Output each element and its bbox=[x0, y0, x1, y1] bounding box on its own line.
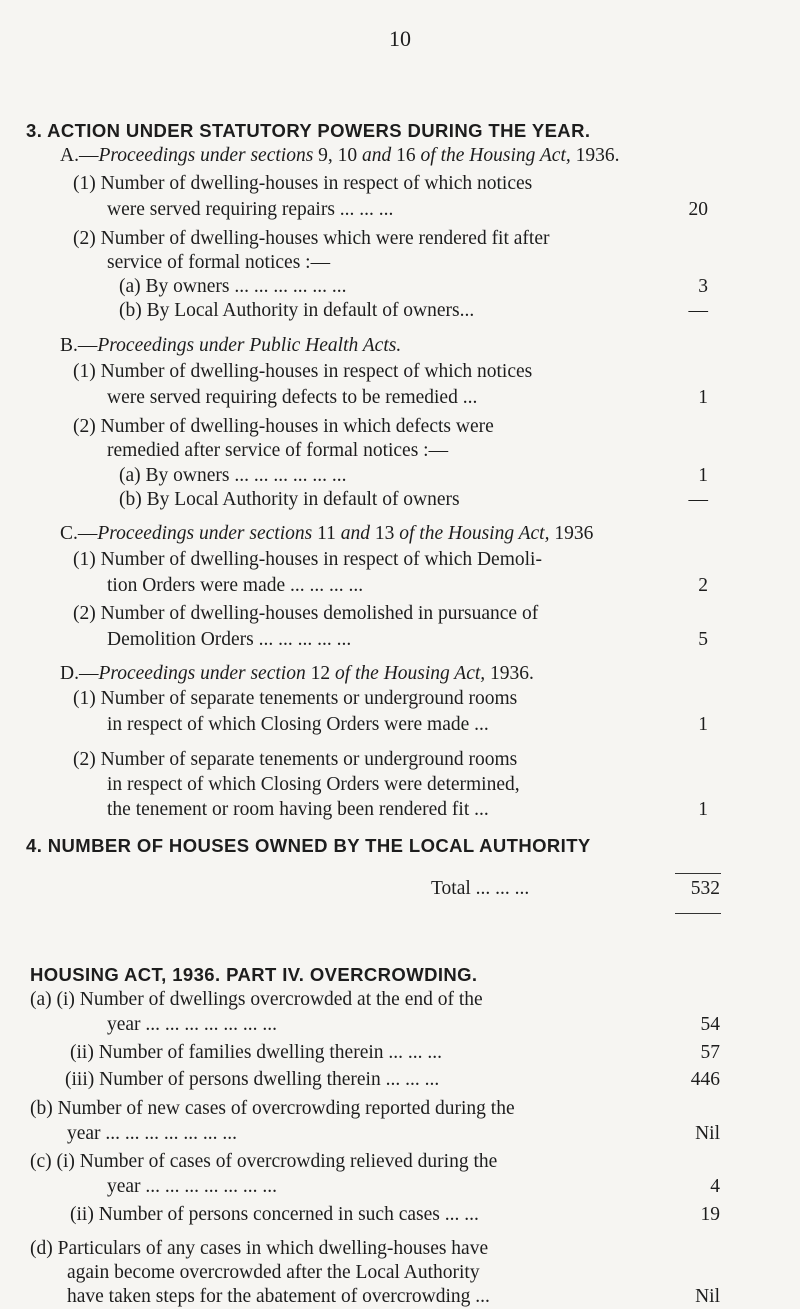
subsection-a-title bbox=[60, 143, 620, 168]
subsection-b-prefix: B.— bbox=[60, 335, 98, 356]
overcrowding-c-i-value: 4 bbox=[710, 1176, 720, 1197]
a-item2-line1: (2) Number of dwelling-houses which were rendered fit after bbox=[73, 228, 550, 249]
d-item1-line1: (1) Number of separate tenements or underground rooms bbox=[73, 688, 518, 709]
c-item2-line2: Demolition Orders ... ... ... ... ... bbox=[107, 629, 352, 650]
overcrowding-b-value: Nil bbox=[695, 1123, 720, 1144]
overcrowding-a-i-line1: (a) (i) Number of dwellings overcrowded at the end of the bbox=[30, 989, 483, 1010]
b-item1-line2: were served requiring defects to be remedied ... bbox=[107, 387, 478, 408]
c-item1-line1: (1) Number of dwelling-houses in respect of which Demoli- bbox=[73, 549, 542, 570]
subsection-a-title-part: and bbox=[362, 145, 392, 166]
subsection-a-title-part: 1936. bbox=[570, 145, 620, 166]
d-item2-value: 1 bbox=[698, 799, 708, 820]
b-item2-line1: (2) Number of dwelling-houses in which defects were bbox=[73, 416, 494, 437]
b-item1-line1: (1) Number of dwelling-houses in respect of which notices bbox=[73, 361, 533, 382]
a-item1-line2: were served requiring repairs ... ... ... bbox=[107, 199, 394, 220]
a-item2-line2: service of formal notices :— bbox=[107, 252, 331, 273]
subsection-d-prefix: D.— bbox=[60, 663, 99, 684]
subsection-d-title-part: of the Housing Act, bbox=[334, 663, 486, 684]
overcrowding-a-ii: (ii) Number of families dwelling therein ... ... ... bbox=[70, 1042, 443, 1063]
overcrowding-c-i-line2: year ... ... ... ... ... ... ... bbox=[107, 1176, 278, 1197]
subsection-c-title-part: of the Housing Act, bbox=[399, 523, 550, 544]
b-item2a: (a) By owners ... ... ... ... ... ... bbox=[119, 465, 347, 486]
subsection-d-title bbox=[60, 661, 534, 686]
overcrowding-b-line2: year ... ... ... ... ... ... ... bbox=[67, 1123, 238, 1144]
b-item2-line2: remedied after service of formal notices :— bbox=[107, 440, 449, 461]
overcrowding-a-ii-value: 57 bbox=[700, 1042, 720, 1063]
overcrowding-d-line1: (d) Particulars of any cases in which dwelling-houses have bbox=[30, 1238, 489, 1259]
b-item1-value: 1 bbox=[698, 387, 708, 408]
overcrowding-a-i-value: 54 bbox=[700, 1014, 720, 1035]
d-item1-line2: in respect of which Closing Orders were made ... bbox=[107, 714, 489, 735]
subsection-a-title-part: 16 bbox=[391, 145, 421, 166]
subsection-c-title-part: 13 bbox=[370, 523, 400, 544]
a-item2a-value: 3 bbox=[698, 276, 708, 297]
subsection-b-title bbox=[60, 333, 401, 358]
a-item2b-value: — bbox=[688, 300, 708, 321]
subsection-c-title-part: and bbox=[340, 523, 370, 544]
d-item2-line2: in respect of which Closing Orders were determined, bbox=[107, 774, 520, 795]
a-item2b: (b) By Local Authority in default of owners... bbox=[119, 300, 475, 321]
c-item2-line1: (2) Number of dwelling-houses demolished in pursuance of bbox=[73, 603, 539, 624]
b-item2b-value: — bbox=[688, 489, 708, 510]
overcrowding-d-value: Nil bbox=[695, 1286, 720, 1307]
section-3-heading: 3. ACTION UNDER STATUTORY POWERS DURING THE YEAR. bbox=[26, 120, 591, 141]
a-item1-line1: (1) Number of dwelling-houses in respect of which notices bbox=[73, 173, 533, 194]
d-item2-line1: (2) Number of separate tenements or underground rooms bbox=[73, 749, 518, 770]
subsection-c-title-part: Proceedings under sections bbox=[97, 523, 313, 544]
total-rule-top bbox=[675, 873, 721, 874]
overcrowding-a-iii-value: 446 bbox=[690, 1069, 720, 1090]
c-item1-line2: tion Orders were made ... ... ... ... bbox=[107, 575, 364, 596]
b-item2b: (b) By Local Authority in default of owners bbox=[119, 489, 460, 510]
subsection-c-prefix: C.— bbox=[60, 523, 98, 544]
subsection-a-title-part: Proceedings under sections bbox=[98, 145, 314, 166]
a-item1-value: 20 bbox=[688, 199, 708, 220]
subsection-c-title bbox=[60, 521, 593, 546]
subsection-a-title-part: of the Housing Act, bbox=[420, 145, 571, 166]
overcrowding-c-ii-value: 19 bbox=[700, 1204, 720, 1225]
d-item1-value: 1 bbox=[698, 714, 708, 735]
subsection-c-title-part: 11 bbox=[312, 523, 341, 544]
overcrowding-d-line3: have taken steps for the abatement of overcrowding ... bbox=[67, 1286, 490, 1307]
b-item2a-value: 1 bbox=[698, 465, 708, 486]
c-item2-value: 5 bbox=[698, 629, 708, 650]
total-value: 532 bbox=[690, 878, 720, 899]
section-4-heading: 4. NUMBER OF HOUSES OWNED BY THE LOCAL AUTHORITY bbox=[26, 835, 591, 856]
c-item1-value: 2 bbox=[698, 575, 708, 596]
subsection-c-title-part: 1936 bbox=[549, 523, 594, 544]
overcrowding-a-iii: (iii) Number of persons dwelling therein ... ... ... bbox=[65, 1069, 440, 1090]
housing-heading: HOUSING ACT, 1936. PART IV. OVERCROWDING. bbox=[30, 964, 478, 985]
subsection-d-title-part: 1936. bbox=[485, 663, 534, 684]
overcrowding-c-i-line1: (c) (i) Number of cases of overcrowding relieved during the bbox=[30, 1151, 498, 1172]
total-rule-bottom bbox=[675, 913, 721, 914]
subsection-d-title-part: 12 bbox=[305, 663, 335, 684]
overcrowding-b-line1: (b) Number of new cases of overcrowding reported during the bbox=[30, 1098, 515, 1119]
subsection-b-title-text: Proceedings under Public Health Acts. bbox=[97, 335, 402, 356]
overcrowding-c-ii: (ii) Number of persons concerned in such cases ... ... bbox=[70, 1204, 479, 1225]
a-item2a: (a) By owners ... ... ... ... ... ... bbox=[119, 276, 347, 297]
subsection-d-title-part: Proceedings under section bbox=[98, 663, 306, 684]
subsection-a-prefix: A.— bbox=[60, 145, 99, 166]
subsection-a-title-part: 9, 10 bbox=[313, 145, 363, 166]
overcrowding-a-i-line2: year ... ... ... ... ... ... ... bbox=[107, 1014, 278, 1035]
page-number: 10 bbox=[389, 26, 411, 51]
total-label: Total ... ... ... bbox=[431, 878, 530, 899]
d-item2-line3: the tenement or room having been rendered fit ... bbox=[107, 799, 489, 820]
overcrowding-d-line2: again become overcrowded after the Local Authority bbox=[67, 1262, 480, 1283]
